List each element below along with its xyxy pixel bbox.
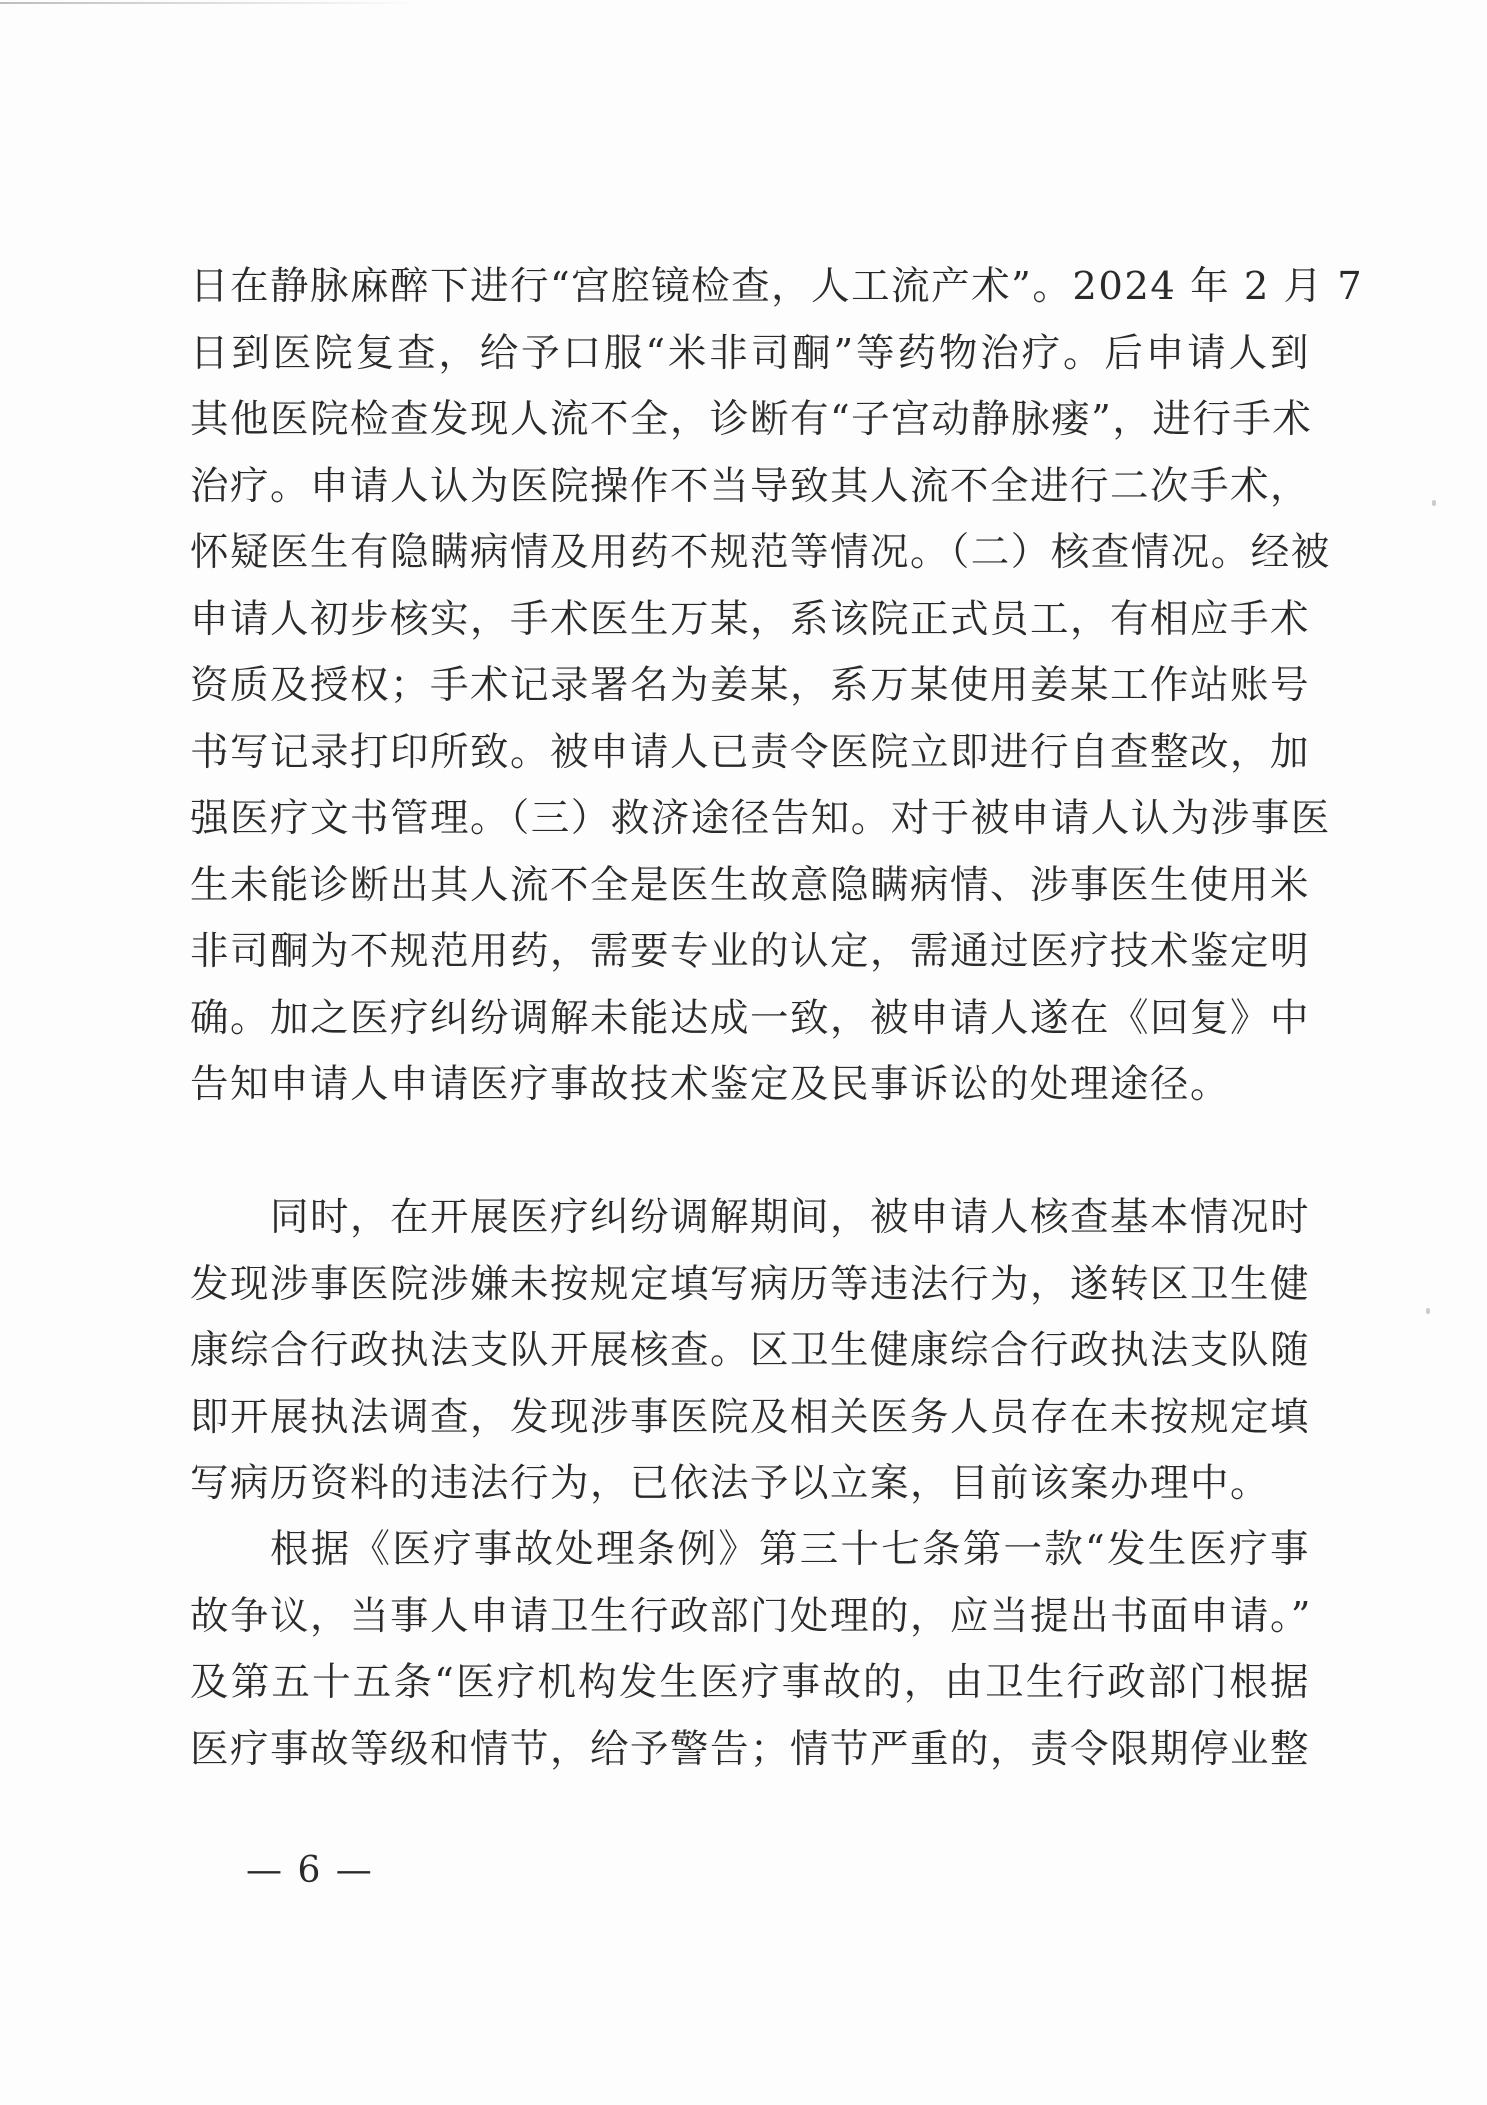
text-line: 强医疗文书管理。（三）救济途径告知。对于被申请人认为涉事医 — [190, 796, 1331, 841]
text-line: 日在静脉麻醉下进行“宫腔镜检查，人工流产术”。2024 年 2 月 7 — [190, 264, 1364, 309]
text-line: 怀疑医生有隐瞒病情及用药不规范等情况。（二）核查情况。经被 — [190, 530, 1331, 575]
text-line: 日到医院复查，给予口服“米非司酮”等药物治疗。后申请人到 — [190, 330, 1310, 376]
text-line: 非司酮为不规范用药，需要专业的认定，需通过医疗技术鉴定明 — [190, 929, 1311, 974]
text-line: 治疗。申请人认为医院操作不当导致其人流不全进行二次手术， — [190, 463, 1311, 509]
text-line: 确。加之医疗纠纷调解未能达成一致，被申请人遂在《回复》中 — [190, 995, 1311, 1041]
scan-speck — [1426, 1308, 1430, 1314]
text-line: 发现涉事医院涉嫌未按规定填写病历等违法行为，遂转区卫生健 — [190, 1261, 1311, 1307]
text-line: 医疗事故等级和情节，给予警告；情节严重的，责令限期停业整 — [190, 1726, 1311, 1772]
text-line: 申请人初步核实，手术医生万某，系该院正式员工，有相应手术 — [190, 596, 1311, 642]
page-number: — 6 — — [246, 1850, 374, 1891]
text-line: 生未能诊断出其人流不全是医生故意隐瞒病情、涉事医生使用米 — [190, 862, 1311, 908]
text-line: 同时，在开展医疗纠纷调解期间，被申请人核查基本情况时 — [270, 1195, 1311, 1240]
text-line: 写病历资料的违法行为，已依法予以立案，目前该案办理中。 — [190, 1461, 1271, 1506]
text-line: 及第五十五条“医疗机构发生医疗事故的，由卫生行政部门根据 — [190, 1660, 1310, 1705]
text-line: 故争议，当事人申请卫生行政部门处理的，应当提出书面申请。” — [190, 1593, 1312, 1639]
text-line: 即开展执法调查，发现涉事医院及相关医务人员存在未按规定填 — [190, 1394, 1311, 1440]
text-line: 告知申请人申请医疗事故技术鉴定及民事诉讼的处理途径。 — [190, 1062, 1231, 1107]
paragraph-1 — [190, 254, 1364, 1119]
text-line: 康综合行政执法支队开展核查。区卫生健康综合行政执法支队随 — [190, 1328, 1311, 1373]
text-line: 书写记录打印所致。被申请人已责令医院立即进行自查整改，加 — [190, 729, 1311, 775]
text-line: 资质及授权；手术记录署名为姜某，系万某使用姜某工作站账号 — [190, 663, 1311, 708]
paragraph-2 — [190, 1185, 1310, 1518]
text-line: 根据《医疗事故处理条例》第三十七条第一款“发生医疗事 — [270, 1527, 1310, 1572]
scan-edge-line — [0, 2, 420, 4]
paragraph-3 — [190, 1517, 1310, 1783]
text-line: 其他医院检查发现人流不全，诊断有“子宫动静脉瘘”，进行手术 — [190, 397, 1313, 442]
scan-speck — [1432, 500, 1436, 506]
